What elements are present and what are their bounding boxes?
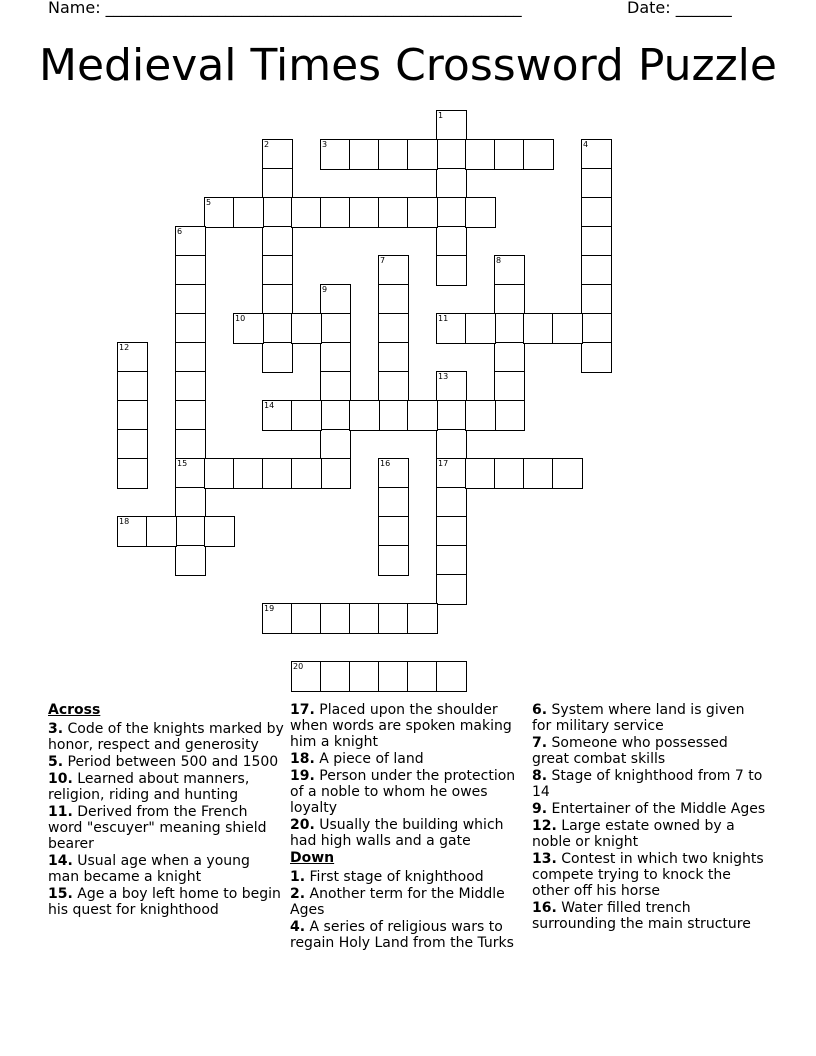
crossword-cell[interactable] [378, 371, 409, 402]
crossword-cell[interactable] [320, 197, 351, 228]
crossword-cell[interactable] [407, 139, 438, 170]
crossword-cell[interactable] [117, 429, 148, 460]
clues-column-2 [290, 702, 522, 952]
clue-number-label: 10 [235, 314, 246, 323]
crossword-cell[interactable] [175, 226, 206, 257]
clue-number-label: 16 [380, 459, 391, 468]
crossword-cell[interactable] [349, 400, 380, 431]
crossword-cell[interactable] [320, 458, 351, 489]
crossword-cell[interactable] [378, 458, 409, 489]
crossword-cell[interactable] [117, 371, 148, 402]
crossword-cell[interactable] [436, 574, 467, 605]
crossword-cell[interactable] [320, 429, 351, 460]
clue-number-label: 1 [438, 111, 444, 120]
crossword-cell[interactable] [320, 371, 351, 402]
crossword-cell[interactable] [378, 661, 409, 692]
crossword-cell[interactable] [494, 313, 525, 344]
clue-number-label: 4 [583, 140, 589, 149]
clue-down: 8. Stage of knighthood from 7 to 14 [532, 768, 763, 800]
crossword-cell[interactable] [378, 197, 409, 228]
clue-down: 4. A series of religious wars to regain Holy Land from the Turks [290, 919, 514, 951]
crossword-cell[interactable] [175, 516, 206, 547]
crossword-cell[interactable] [262, 284, 293, 315]
crossword-cell[interactable] [552, 458, 583, 489]
across-heading: Across [48, 702, 101, 718]
clue-number-label: 13 [438, 372, 449, 381]
crossword-cell[interactable] [262, 603, 293, 634]
clue-across: 18. A piece of land [290, 751, 424, 767]
crossword-cell[interactable] [436, 168, 467, 199]
crossword-cell[interactable] [378, 255, 409, 286]
crossword-cell[interactable] [175, 371, 206, 402]
crossword-cell[interactable] [465, 400, 496, 431]
crossword-cell[interactable] [117, 516, 148, 547]
crossword-cell[interactable] [349, 661, 380, 692]
crossword-cell[interactable] [436, 487, 467, 518]
clue-down: 9. Entertainer of the Middle Ages [532, 801, 766, 817]
crossword-cell[interactable] [175, 342, 206, 373]
crossword-cell[interactable] [291, 661, 322, 692]
clue-number-label: 3 [322, 140, 328, 149]
crossword-cell[interactable] [262, 400, 293, 431]
crossword-cell[interactable] [436, 429, 467, 460]
crossword-cell[interactable] [407, 661, 438, 692]
crossword-cell[interactable] [349, 603, 380, 634]
crossword-cell[interactable] [552, 313, 583, 344]
crossword-cell[interactable] [581, 197, 612, 228]
clue-number-label: 20 [293, 662, 304, 671]
crossword-cell[interactable] [494, 255, 525, 286]
crossword-cell[interactable] [378, 545, 409, 576]
clue-across: 5. Period between 500 and 1500 [48, 754, 279, 770]
crossword-cell[interactable] [291, 458, 322, 489]
crossword-cell[interactable] [291, 313, 322, 344]
crossword-cell[interactable] [494, 458, 525, 489]
crossword-cell[interactable] [117, 400, 148, 431]
crossword-cell[interactable] [581, 168, 612, 199]
crossword-cell[interactable] [349, 139, 380, 170]
name-field-label: Name: ____________________________________________________ [48, 0, 522, 17]
crossword-cell[interactable] [291, 197, 322, 228]
crossword-cell[interactable] [175, 400, 206, 431]
crossword-cell[interactable] [581, 313, 612, 344]
crossword-cell[interactable] [494, 371, 525, 402]
crossword-cell[interactable] [436, 661, 467, 692]
crossword-cell[interactable] [436, 226, 467, 257]
crossword-cell[interactable] [436, 255, 467, 286]
crossword-cell[interactable] [581, 342, 612, 373]
clue-number-label: 18 [119, 517, 130, 526]
clue-number-label: 6 [177, 227, 183, 236]
clues-column-3 [532, 702, 768, 933]
crossword-cell[interactable] [436, 458, 467, 489]
crossword-cell[interactable] [436, 400, 467, 431]
crossword-cell[interactable] [262, 139, 293, 170]
clue-down: 13. Contest in which two knights compete trying to knock the other off his horse [532, 851, 764, 899]
crossword-cell[interactable] [204, 516, 235, 547]
crossword-cell[interactable] [233, 197, 264, 228]
crossword-cell[interactable] [581, 139, 612, 170]
crossword-cell[interactable] [436, 139, 467, 170]
crossword-cell[interactable] [494, 400, 525, 431]
crossword-cell[interactable] [233, 313, 264, 344]
crossword-cell[interactable] [320, 400, 351, 431]
crossword-cell[interactable] [262, 168, 293, 199]
crossword-cell[interactable] [523, 313, 554, 344]
clue-number-label: 9 [322, 285, 328, 294]
clue-across: 17. Placed upon the shoulder when words are spoken making him a knight [290, 702, 512, 750]
crossword-cell[interactable] [465, 313, 496, 344]
clue-down: 6. System where land is given for military service [532, 702, 745, 734]
clue-number-label: 5 [206, 198, 212, 207]
crossword-cell[interactable] [262, 197, 293, 228]
clue-number-label: 14 [264, 401, 275, 410]
crossword-cell[interactable] [378, 342, 409, 373]
clue-number-label: 15 [177, 459, 188, 468]
crossword-cell[interactable] [262, 458, 293, 489]
crossword-cell[interactable] [436, 110, 467, 141]
crossword-cell[interactable] [262, 226, 293, 257]
crossword-cell[interactable] [320, 342, 351, 373]
clue-across: 14. Usual age when a young man became a knight [48, 853, 250, 885]
crossword-cell[interactable] [117, 458, 148, 489]
clue-across: 3. Code of the knights marked by honor, respect and generosity [48, 721, 284, 753]
crossword-cell[interactable] [175, 255, 206, 286]
crossword-cell[interactable] [494, 342, 525, 373]
clue-down: 16. Water filled trench surrounding the main structure [532, 900, 751, 932]
crossword-cell[interactable] [378, 603, 409, 634]
crossword-cell[interactable] [291, 603, 322, 634]
clue-number-label: 19 [264, 604, 275, 613]
clue-down: 2. Another term for the Middle Ages [290, 886, 505, 918]
crossword-cell[interactable] [175, 545, 206, 576]
crossword-cell[interactable] [436, 371, 467, 402]
crossword-cell[interactable] [378, 516, 409, 547]
clue-number-label: 7 [380, 256, 386, 265]
crossword-cell[interactable] [378, 139, 409, 170]
crossword-cell[interactable] [378, 313, 409, 344]
crossword-cell[interactable] [436, 516, 467, 547]
down-heading: Down [290, 850, 335, 866]
crossword-cell[interactable] [436, 545, 467, 576]
crossword-cell[interactable] [494, 284, 525, 315]
clue-number-label: 11 [438, 314, 449, 323]
clue-across: 19. Person under the protection of a noble to whom he owes loyalty [290, 768, 516, 816]
crossword-cell[interactable] [523, 458, 554, 489]
crossword-cell[interactable] [320, 661, 351, 692]
crossword-cell[interactable] [378, 284, 409, 315]
crossword-cell[interactable] [465, 458, 496, 489]
clue-down: 7. Someone who possessed great combat skills [532, 735, 728, 767]
crossword-cell[interactable] [204, 458, 235, 489]
crossword-cell[interactable] [175, 284, 206, 315]
crossword-cell[interactable] [465, 139, 496, 170]
clues-column-1 [48, 702, 284, 919]
clue-down: 1. First stage of knighthood [290, 869, 484, 885]
crossword-cell[interactable] [175, 313, 206, 344]
crossword-cell[interactable] [175, 458, 206, 489]
clue-across: 11. Derived from the French word "escuyer" meaning shield bearer [48, 804, 267, 852]
crossword-cell[interactable] [262, 342, 293, 373]
crossword-cell[interactable] [320, 139, 351, 170]
crossword-cell[interactable] [581, 226, 612, 257]
date-field-label: Date: _______ [627, 0, 732, 17]
crossword-cell[interactable] [436, 313, 467, 344]
crossword-cell[interactable] [378, 487, 409, 518]
clue-number-label: 2 [264, 140, 270, 149]
crossword-cell[interactable] [175, 487, 206, 518]
crossword-cell[interactable] [436, 197, 467, 228]
crossword-cell[interactable] [117, 342, 148, 373]
crossword-cell[interactable] [523, 139, 554, 170]
clue-number-label: 17 [438, 459, 449, 468]
crossword-cell[interactable] [204, 197, 235, 228]
crossword-cell[interactable] [494, 139, 525, 170]
page-title: Medieval Times Crossword Puzzle [39, 40, 777, 91]
clue-across: 20. Usually the building which had high walls and a gate [290, 817, 504, 849]
crossword-cell[interactable] [581, 255, 612, 286]
crossword-cell[interactable] [407, 603, 438, 634]
clue-down: 12. Large estate owned by a noble or knight [532, 818, 735, 850]
crossword-cell[interactable] [320, 284, 351, 315]
clue-number-label: 8 [496, 256, 502, 265]
crossword-cell[interactable] [262, 255, 293, 286]
crossword-cell[interactable] [349, 197, 380, 228]
crossword-cell[interactable] [320, 313, 351, 344]
crossword-cell[interactable] [233, 458, 264, 489]
clue-across: 10. Learned about manners, religion, riding and hunting [48, 771, 250, 803]
clue-across: 15. Age a boy left home to begin his quest for knighthood [48, 886, 281, 918]
crossword-cell[interactable] [581, 284, 612, 315]
crossword-cell[interactable] [378, 400, 409, 431]
crossword-cell[interactable] [262, 313, 293, 344]
crossword-cell[interactable] [407, 400, 438, 431]
crossword-cell[interactable] [146, 516, 177, 547]
crossword-cell[interactable] [175, 429, 206, 460]
clue-number-label: 12 [119, 343, 130, 352]
crossword-cell[interactable] [320, 603, 351, 634]
crossword-cell[interactable] [407, 197, 438, 228]
crossword-cell[interactable] [465, 197, 496, 228]
crossword-cell[interactable] [291, 400, 322, 431]
